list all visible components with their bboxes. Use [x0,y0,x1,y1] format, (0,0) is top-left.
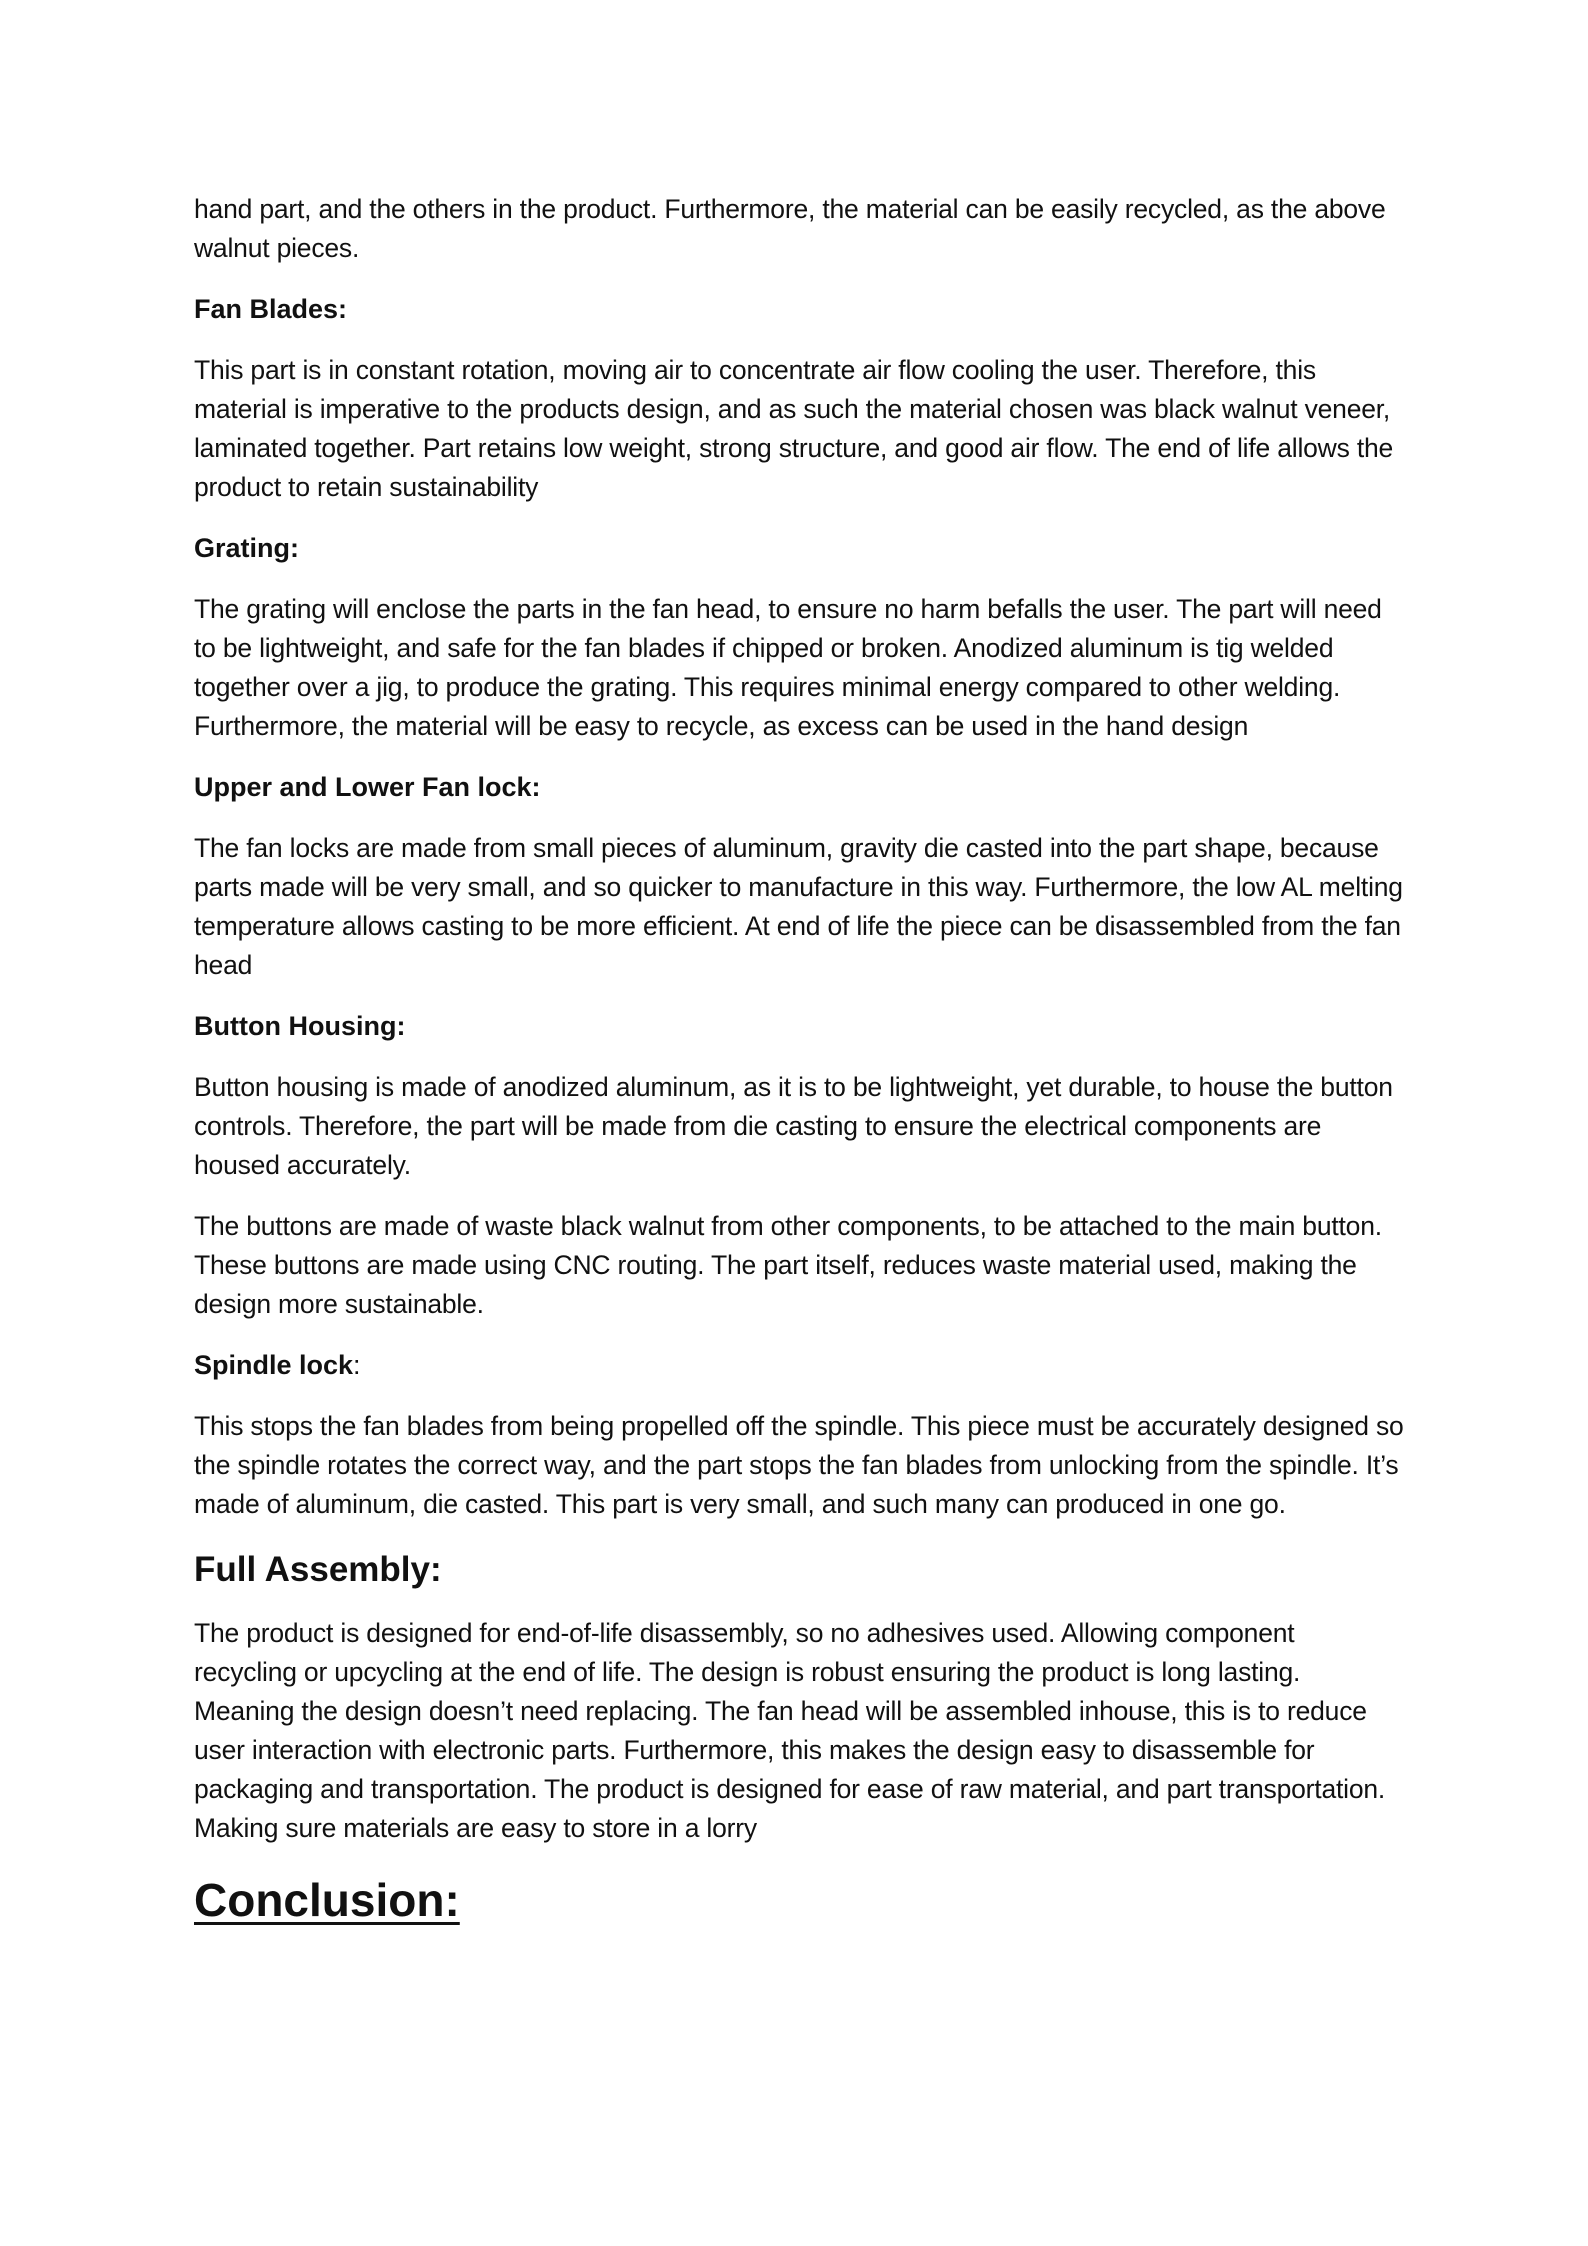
document-body [194,190,1404,1930]
intro-paragraph: hand part, and the others in the product. Furthermore, the material can be easily recycled, as the above walnut pieces. [194,194,1386,263]
full-assembly-heading: Full Assembly: [194,1550,442,1589]
section-paragraph-grating: The grating will enclose the parts in the fan head, to ensure no harm befalls the user. The part will need to be lightweight, and safe for the fan blades if chipped or broken. Anodized aluminum is tig welded together over a jig, to produce the grating. This requires minimal energy compared to other welding. Furthermore, the material will be easy to recycle, as excess can be used in the hand design [194,594,1382,741]
section-heading-grating: Grating: [194,533,299,563]
section-paragraph-buttons: The buttons are made of waste black walnut from other components, to be attached to the main button. These buttons are made using CNC routing. The part itself, reduces waste material used, making the design more sustainable. [194,1211,1382,1319]
section-heading-spindle-lock [194,1346,1404,1385]
full-assembly-paragraph: The product is designed for end-of-life disassembly, so no adhesives used. Allowing component recycling or upcycling at the end of life. The design is robust ensuring the product is long lasting. Meaning the design doesn’t need replacing. The fan head will be assembled inhouse, this is to reduce user interaction with electronic parts. Furthermore, this makes the design easy to disassemble for packaging and transportation. The product is designed for ease of raw material, and part transportation. Making sure materials are easy to store in a lorry [194,1618,1386,1843]
section-heading-spindle-lock-colon: : [353,1350,361,1380]
section-paragraph-fan-lock: The fan locks are made from small pieces of aluminum, gravity die casted into the part shape, because parts made will be very small, and so quicker to manufacture in this way. Furthermore, the low AL melting temperature allows casting to be more efficient. At end of life the piece can be disassembled from the fan head [194,833,1403,980]
section-paragraph-fan-blades: This part is in constant rotation, moving air to concentrate air flow cooling the user. Therefore, this material is imperative to the products design, and as such the material chosen was black walnut veneer, laminated together. Part retains low weight, strong structure, and good air flow. The end of life allows the product to retain sustainability [194,355,1394,502]
section-paragraph-button-housing: Button housing is made of anodized aluminum, as it is to be lightweight, yet durable, to house the button controls. Therefore, the part will be made from die casting to ensure the electrical components are housed accurately. [194,1072,1393,1180]
section-paragraph-spindle-lock: This stops the fan blades from being propelled off the spindle. This piece must be accurately designed so the spindle rotates the correct way, and the part stops the fan blades from unlocking from the spindle. It’s made of aluminum, die casted. This part is very small, and such many can produced in one go. [194,1411,1404,1519]
section-heading-fan-blades: Fan Blades: [194,294,348,324]
section-heading-fan-lock: Upper and Lower Fan lock: [194,772,541,802]
section-heading-spindle-lock-text: Spindle lock [194,1350,354,1380]
conclusion-heading: Conclusion: [194,1874,460,1926]
section-heading-button-housing: Button Housing: [194,1011,406,1041]
